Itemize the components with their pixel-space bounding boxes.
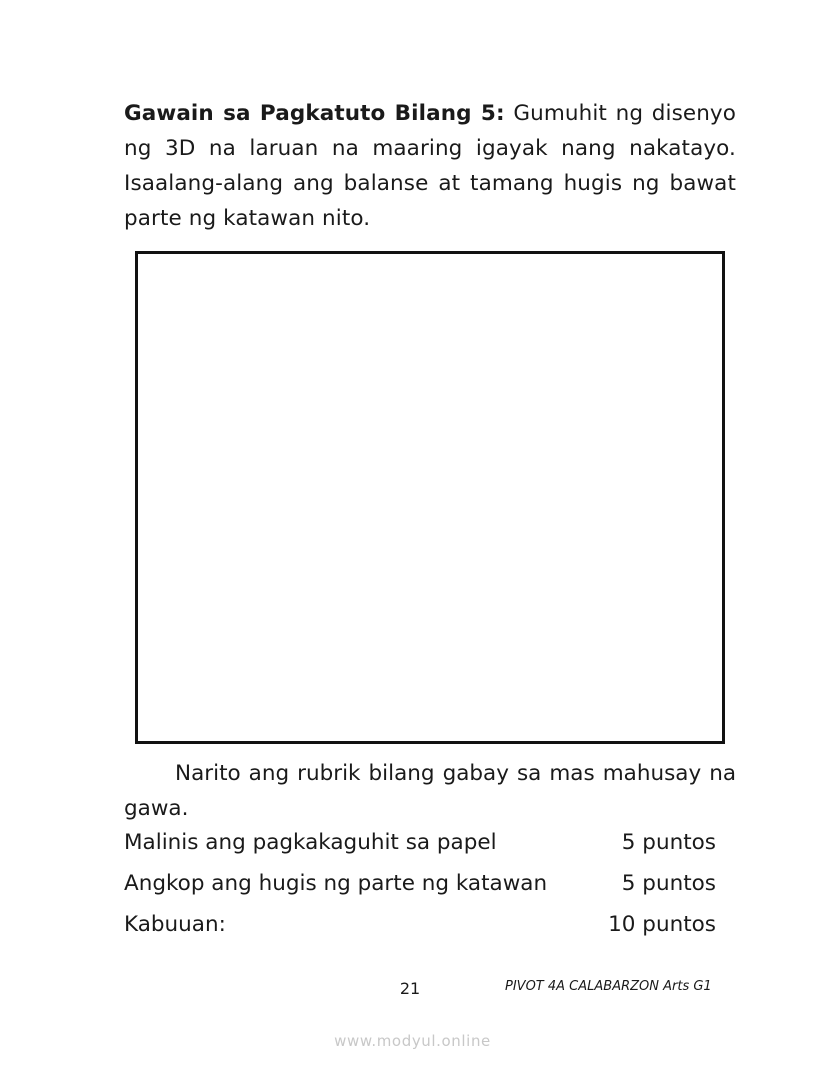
rubric-total-row [124, 911, 716, 939]
rubric-row [124, 829, 716, 857]
drawing-area-box[interactable] [135, 251, 725, 744]
rubric-intro: Narito ang rubrik bilang gabay sa mas mahusay na gawa. [124, 761, 736, 821]
rubric-total-points: 10 puntos [608, 912, 716, 937]
activity-heading: Gawain sa Pagkatuto Bilang 5: [124, 101, 505, 126]
activity-body: Gumuhit ng disenyo ng 3D na laruan na maaring igayak nang nakatayo. Isaalang-alang ang balanse at tamang hugis ng bawat parte ng katawan nito. [124, 101, 737, 231]
watermark: www.modyul.online [334, 1032, 491, 1050]
page-number: 21 [399, 979, 421, 998]
rubric-total-label: Kabuuan: [124, 912, 226, 937]
footer-label: PIVOT 4A CALABARZON Arts G1 [505, 979, 712, 994]
rubric-points: 5 puntos [621, 830, 716, 855]
rubric-criterion: Malinis ang pagkakaguhit sa papel [124, 830, 497, 855]
rubric-row [124, 870, 716, 898]
rubric-points: 5 puntos [621, 871, 716, 896]
activity-instruction [124, 96, 736, 236]
rubric-criterion: Angkop ang hugis ng parte ng katawan [124, 871, 548, 896]
